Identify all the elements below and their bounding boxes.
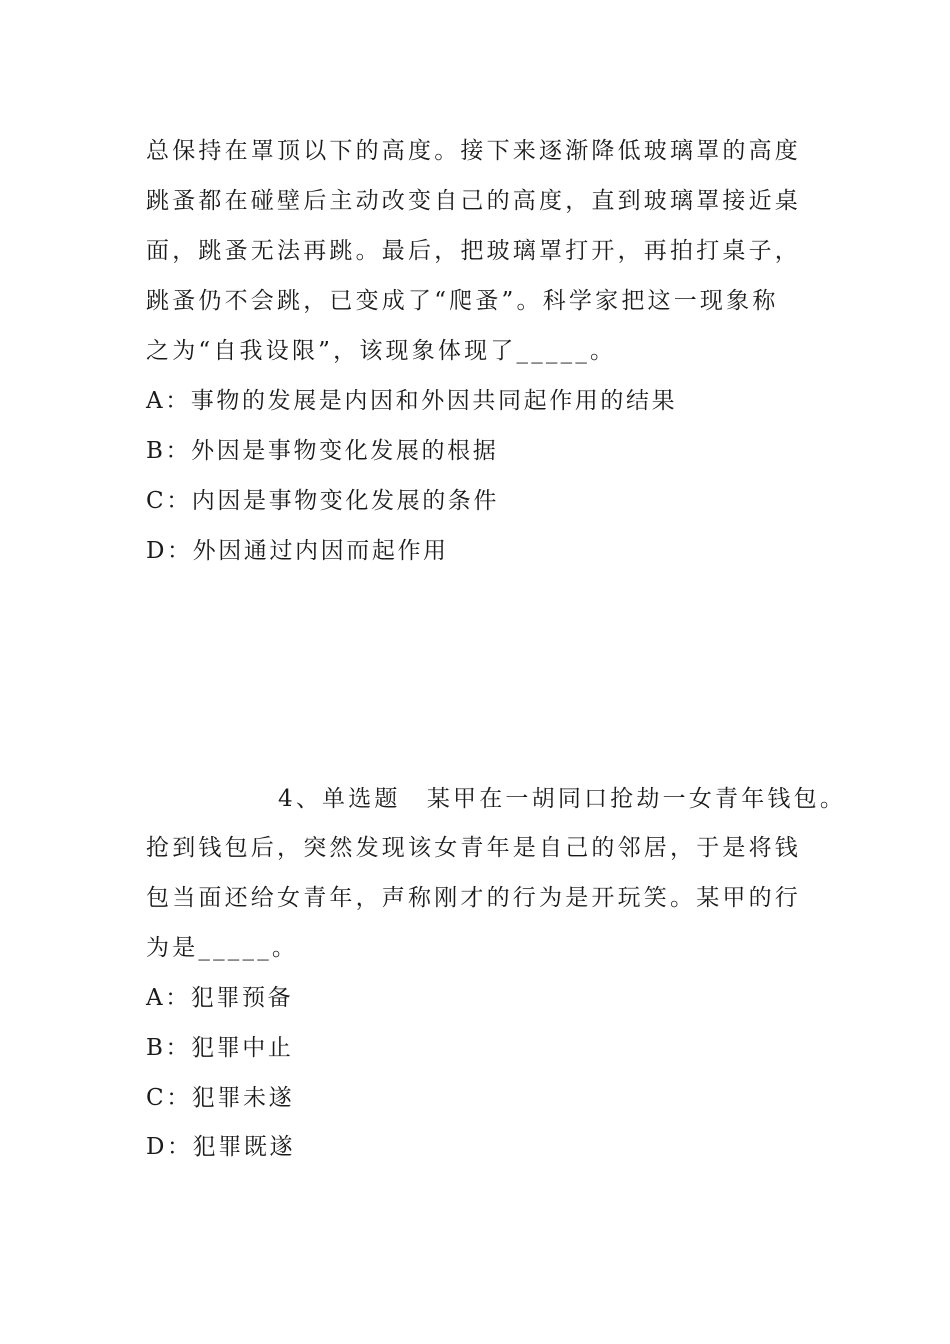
q4-header: 4、单选题 某甲在一胡同口抢劫一女青年钱包。 [278,786,847,812]
q3-stem-line-5: 之为“自我设限”，该现象体现了_____。 [146,338,617,364]
q3-option-c: C：内因是事物变化发展的条件 [146,488,499,514]
q3-option-a: A：事物的发展是内因和外因共同起作用的结果 [146,388,678,414]
q3-stem-line-4: 跳蚤仍不会跳，已变成了“爬蚤”。科学家把这一现象称 [146,288,779,314]
q4-option-b: B：犯罪中止 [146,1035,294,1061]
q3-stem-line-2: 跳蚤都在碰壁后主动改变自己的高度，直到玻璃罩接近桌 [146,188,801,214]
q4-option-c: C：犯罪未遂 [146,1085,295,1111]
q3-stem-line-1: 总保持在罩顶以下的高度。接下来逐渐降低玻璃罩的高度 [146,138,801,164]
q3-option-d: D：外因通过内因而起作用 [146,538,449,564]
q4-option-a: A：犯罪预备 [146,985,294,1011]
q3-option-b: B：外因是事物变化发展的根据 [146,438,499,464]
q4-option-d: D：犯罪既遂 [146,1134,296,1160]
q3-stem-line-3: 面，跳蚤无法再跳。最后，把玻璃罩打开，再拍打桌子， [146,238,801,264]
q4-stem-line-2: 包当面还给女青年，声称刚才的行为是开玩笑。某甲的行 [146,885,801,911]
q4-stem-line-3: 为是_____。 [146,935,299,961]
q4-stem-line-1: 抢到钱包后，突然发现该女青年是自己的邻居，于是将钱 [146,835,801,861]
